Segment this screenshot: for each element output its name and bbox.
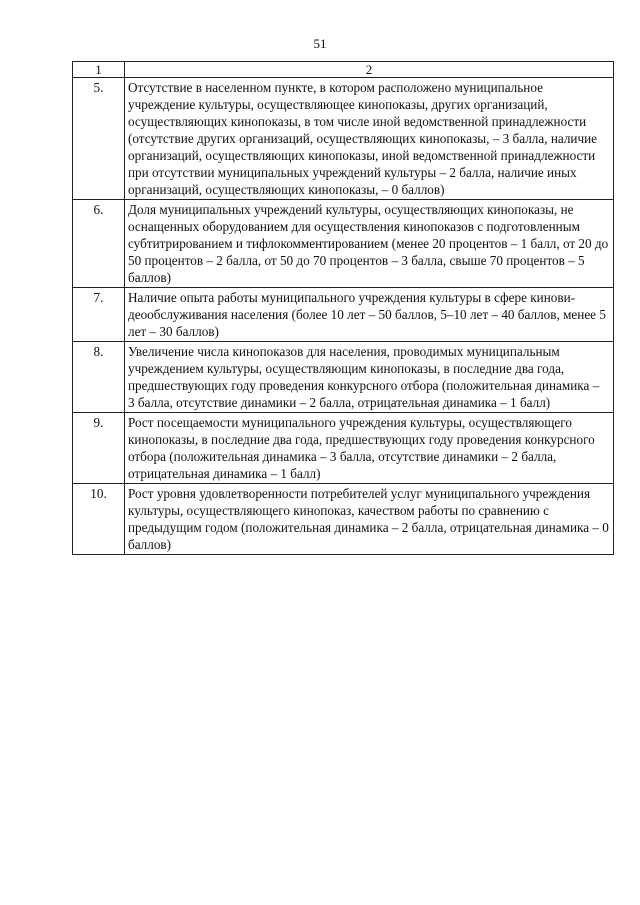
column-header-criterion: 2	[125, 62, 614, 78]
table-row	[73, 78, 614, 200]
row-number: 5.	[73, 78, 125, 200]
criteria-table	[72, 61, 614, 555]
row-number: 6.	[73, 200, 125, 288]
column-header-number: 1	[73, 62, 125, 78]
criterion-text: Отсутствие в населенном пункте, в котором расположено муниципальное учреждение культуры, осуществляющее кинопоказы, других организаций, осуществляющих кинопоказы, в том числе иной ведомственной принадлежности (отсутствие других организаций, осуществляющих кинопоказы, – 3 балла, наличие организаций, осуществляющих кинопоказы, иной ведомственной принадлежности при отсутствии муниципальных учреждений культуры – 2 балла, наличие иных организаций, осуществляющих кинопоказы, – 0 баллов)	[125, 78, 614, 200]
criterion-text: Рост посещаемости муниципального учреждения культуры, осуществляющего кинопоказы, в последние два года, предшествующих году проведения конкурсного отбора (положительная динамика – 3 балла, отсутствие динамики – 2 балла, отрицательная динамика – 1 балл)	[125, 413, 614, 484]
criterion-text: Рост уровня удовлетворенности потребителей услуг муниципального учреждения культуры, осуществляющего кинопоказ, качеством работы по сравнению с предыдущим годом (положительная динамика – 2 балла, отрицательная динамика – 0 баллов)	[125, 484, 614, 555]
table-row	[73, 413, 614, 484]
table-header-row	[73, 62, 614, 78]
criterion-text: Доля муниципальных учреждений культуры, осуществляющих кинопоказы, не оснащенных оборудованием для осуществления кинопоказов с подготовленным субтитрированием и тифлокомментированием (менее 20 процентов – 1 балл, от 20 до 50 процентов – 2 балла, от 50 до 70 процентов – 3 балла, свыше 70 процентов – 5 баллов)	[125, 200, 614, 288]
table-row	[73, 484, 614, 555]
table-row	[73, 342, 614, 413]
table-row	[73, 200, 614, 288]
row-number: 7.	[73, 288, 125, 342]
row-number: 10.	[73, 484, 125, 555]
criterion-text: Наличие опыта работы муниципального учреждения культуры в сфере киновидеообслуживания населения (более 10 лет – 50 баллов, 5–10 лет – 40 баллов, менее 5 лет – 30 баллов)	[125, 288, 614, 342]
row-number: 8.	[73, 342, 125, 413]
criterion-text: Увеличение числа кинопоказов для населения, проводимых муниципальным учреждением культуры, осуществляющим кинопоказы, в последние два года, предшествующих году проведения конкурсного отбора (положительная динамика – 3 балла, отсутствие динамики – 2 балла, отрицательная динамика – 1 балл)	[125, 342, 614, 413]
page-number: 51	[313, 36, 327, 51]
row-number: 9.	[73, 413, 125, 484]
table-row	[73, 288, 614, 342]
